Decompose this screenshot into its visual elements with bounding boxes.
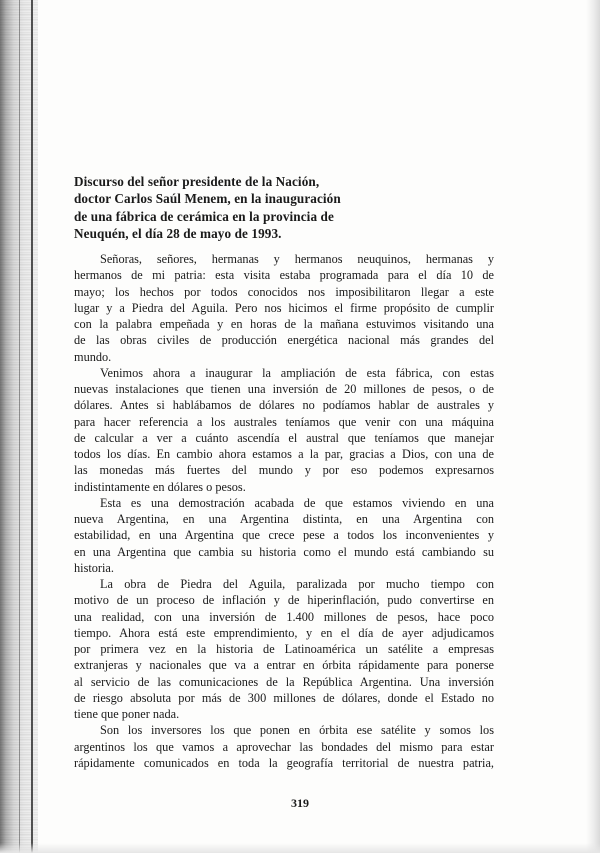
body-line: mayo; los hechos por todos conocidos nos imposibilitaron llegar a este [74, 284, 494, 299]
body-line: de las obras civiles de producción energética nacional más grandes del [74, 333, 494, 348]
body-line: dólares. Antes si hablábamos de dólares no podíamos hablar de australes y [74, 398, 494, 413]
binding-shadow-line [19, 0, 20, 853]
body-line: Esta es una demostración acabada de que estamos viviendo en una [100, 495, 494, 510]
body-line: nuevas instalaciones que tienen una inversión de 20 millones de pesos, o de [74, 382, 494, 396]
body-line: todos los días. En cambio ahora estamos a la par, gracias a Dios, con una de [74, 447, 494, 461]
heading-line: Neuquén, el día 28 de mayo de 1993. [74, 225, 282, 241]
body-line: de calcular a ver a cuánto ascendía el austral que teníamos que manejar [74, 430, 494, 445]
body-line: extranjeras y nacionales que va a entrar en órbita rápidamente para ponerse [74, 658, 494, 673]
body-line: las monedas más fuertes del mundo y por eso podemos expresarnos [74, 463, 494, 478]
body-line: hermanos de mi patria: esta visita estaba programada para el día 10 de [74, 268, 494, 283]
body-line: Señoras, señores, hermanas y hermanos neuquinos, hermanas y [100, 252, 494, 266]
bottom-page-edge [0, 843, 600, 853]
right-page-edge [586, 0, 600, 853]
body-line: argentinos los que vamos a aprovechar las bondades del mismo para estar [74, 739, 494, 754]
page-number: 319 [291, 796, 309, 810]
speech-heading [74, 173, 404, 242]
body-line: Venimos ahora a inaugurar la ampliación de esta fábrica, con estas [100, 365, 494, 380]
heading-line: de una fábrica de cerámica en la provincia de [74, 208, 334, 224]
body-line: para hacer referencia a los australes teníamos que venir con una máquina [74, 414, 494, 429]
body-line: estabilidad, en una Argentina que crece pese a todos los inconvenientes y [74, 528, 494, 543]
body-line: en una Argentina que cambia su historia como el mundo está cambiando su [74, 544, 494, 559]
binding-line [31, 0, 33, 853]
heading-line: doctor Carlos Saúl Menem, en la inauguración [74, 191, 341, 207]
heading-line: Discurso del señor presidente de la Nación, [74, 174, 320, 189]
body-line: Son los inversores los que ponen en órbita ese satélite y somos los [100, 723, 494, 738]
body-line: tiene que poner nada. [74, 707, 180, 721]
body-line: historia. [74, 560, 114, 575]
body-line: mundo. [74, 349, 112, 364]
body-line: lugar y a Piedra del Aguila. Pero nos hicimos el firme propósito de cumplir [74, 300, 494, 315]
body-line: con la palabra empeñada y en horas de la mañana estuvimos visitando una [74, 317, 494, 331]
body-line: al servicio de las comunicaciones de la República Argentina. Una inversión [74, 674, 494, 689]
body-line: de riesgo absoluta por más de 300 millones de dólares, donde el Estado no [74, 690, 494, 705]
speech-body [74, 251, 494, 771]
body-line: por primera vez en la historia de Latinoamérica un satélite a empresas [74, 642, 494, 656]
body-line: La obra de Piedra del Aguila, paralizada por mucho tiempo con [100, 577, 494, 591]
body-line: una realidad, con una inversión de 1.400 millones de pesos, hace poco [74, 609, 494, 624]
body-line: nueva Argentina, en una Argentina distinta, en una Argentina con [74, 512, 494, 526]
body-line: tiempo. Ahora está este emprendimiento, y en el día de ayer adjudicamos [74, 625, 494, 640]
body-line: motivo de un proceso de inflación y de hiperinflación, pudo convertirse en [74, 593, 494, 608]
body-line: indistintamente en dólares o pesos. [74, 479, 246, 494]
body-line: rápidamente comunicados en toda la geografía territorial de nuestra patria, [74, 755, 494, 770]
